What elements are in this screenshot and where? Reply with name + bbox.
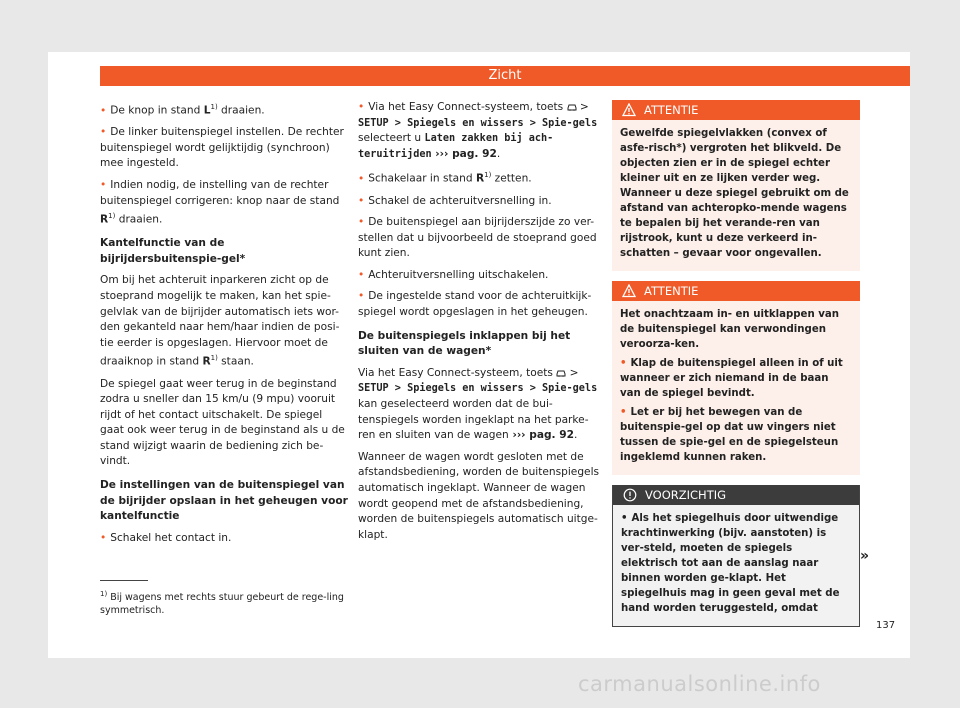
list-item: • Schakel de achteruitversnelling in. (358, 194, 602, 210)
footnote-divider (100, 580, 148, 581)
manual-page (48, 52, 910, 658)
info-circle-icon (623, 488, 637, 502)
list-item: • Klap de buitenspiegel alleen in of uit wanneer er zich niemand in de baan van de spiegel bevindt. (620, 356, 852, 401)
warning-text: Het onachtzaam in- en uitklappen van de buitenspiegel kan verwondingen veroorza-ken. (620, 309, 840, 350)
page-number: 137 (876, 620, 896, 631)
column-middle (358, 100, 602, 549)
list-item: • Achteruitversnelling uitschakelen. (358, 268, 602, 284)
warning-text: Gewelfde spiegelvlakken (convex of asfe-risch*) vergroten het blikveld. De objecten zien er in de spiegel echter kleiner uit en ze lijken verder weg. Wanneer u deze spiegel gebruikt om de afstand van achteropko-mende wagens te bepalen bij het verande-ren van rijstrook, kunt u deze verkeerd in-schatten – gevaar voor ongevallen. (620, 128, 849, 259)
section-header (100, 66, 910, 86)
watermark: carmanualsonline.info (578, 672, 821, 696)
car-icon (567, 103, 577, 111)
continue-mark: » (860, 548, 870, 564)
paragraph: De spiegel gaat weer terug in de beginstand zodra u sneller dan 15 km/u (9 mpu) vooruit rijdt of het contact uitschakelt. De spiegel gaat ook weer terug in de beginstand als u de stand wijzigt waarin de bediening zich be-vindt. (100, 377, 345, 468)
warning-header (612, 281, 860, 301)
list-item: • Schakel het contact in. (100, 531, 348, 547)
paragraph: Wanneer de wagen wordt gesloten met de afstandsbediening, worden de buitenspiegels automatisch ingeklapt. Wanneer de wagen wordt geopend met de afstandsbediening, worden de buitenspiegels automatisch uitge-klapt. (358, 450, 600, 541)
footnote: $^{1)}$ Bij wagens met rechts stuur gebeurt de rege-ling symmetrisch. (100, 590, 344, 617)
warning-header (612, 100, 860, 120)
warning-title: ATTENTIE (644, 103, 699, 117)
list-item: • De ingestelde stand voor de achteruitkijk-spiegel wordt opgeslagen in het geheugen. (358, 289, 602, 320)
subheading: De buitenspiegels inklappen bij het sluiten van de wagen* (358, 329, 571, 358)
warning-box (612, 281, 860, 475)
page-reference-link[interactable]: ››› pag. 92 (508, 429, 575, 442)
warning-body (612, 120, 860, 271)
list-item: • Indien nodig, de instelling van de rechter buitenspiegel corrigeren: knop naar de stand $R^{1)}$ draaien. (100, 178, 348, 228)
list-item: • De buitenspiegel aan bijrijderszijde zo ver-stellen dat u bijvoorbeeld de stoeprand goed kunt zien. (358, 215, 602, 262)
page-reference-link[interactable]: ››› pag. 92 (431, 147, 497, 160)
warning-triangle-icon (622, 284, 636, 298)
car-icon (556, 369, 566, 377)
section-title: Zicht (488, 68, 522, 83)
list-item: • Schakelaar in stand $R^{1)}$ zetten. (358, 168, 602, 187)
column-right (612, 100, 860, 637)
list-item: • De linker buitenspiegel instellen. De rechter buitenspiegel wordt gelijktijdig (synchroon) mee ingesteld. (100, 125, 348, 172)
list-item: • De knop in stand $L^{1)}$ draaien. (100, 100, 348, 119)
list-item: • Via het Easy Connect-systeem, toets > SETUP > Spiegels en wissers > Spie-gels selecteert u Laten zakken bij ach-teruitrijden ››› pag. 92. (358, 100, 602, 162)
subheading: De instellingen van de buitenspiegel van de bijrijder opslaan in het geheugen voor kantelfunctie (100, 479, 348, 523)
warning-body (612, 301, 860, 475)
caution-title: VOORZICHTIG (645, 488, 727, 502)
subheading: Kantelfunctie van de bijrijdersbuitenspie-gel* (100, 237, 246, 265)
caution-header (613, 485, 859, 505)
paragraph: Via het Easy Connect-systeem, toets > SETUP > Spiegels en wissers > Spie-gels kan geselecteerd worden dat de bui-tenspiegels worden ingeklapt na het parke-ren en sluiten van de wagen ››› pag. 92. (358, 366, 598, 442)
list-item: • Let er bij het bewegen van de buitenspie-gel op dat uw vingers niet tussen de spie-gel en de spiegelsteun ingeklemd kunnen raken. (620, 405, 852, 465)
warning-box (612, 100, 860, 271)
warning-triangle-icon (622, 103, 636, 117)
list-item: • Als het spiegelhuis door uitwendige krachtinwerking (bijv. aanstoten) is ver-steld, moeten de spiegels elektrisch tot aan de aanslag naar binnen worden ge-klapt. Het spiegelhuis mag in geen geval met de hand worden teruggesteld, omdat (621, 511, 851, 616)
column-left (100, 100, 348, 552)
paragraph: Om bij het achteruit inparkeren zicht op de stoeprand mogelijk te maken, kan het spie-gelvlak van de bijrijder automatisch iets wor-den gekanteld naar hem/haar indien de posi-tie eerder is opgeslagen. Hiervoor moet de draaiknop in stand $R^{1)}$ staan. (100, 274, 340, 368)
caution-box (612, 485, 860, 627)
caution-body (613, 505, 859, 626)
warning-title: ATTENTIE (644, 284, 699, 298)
